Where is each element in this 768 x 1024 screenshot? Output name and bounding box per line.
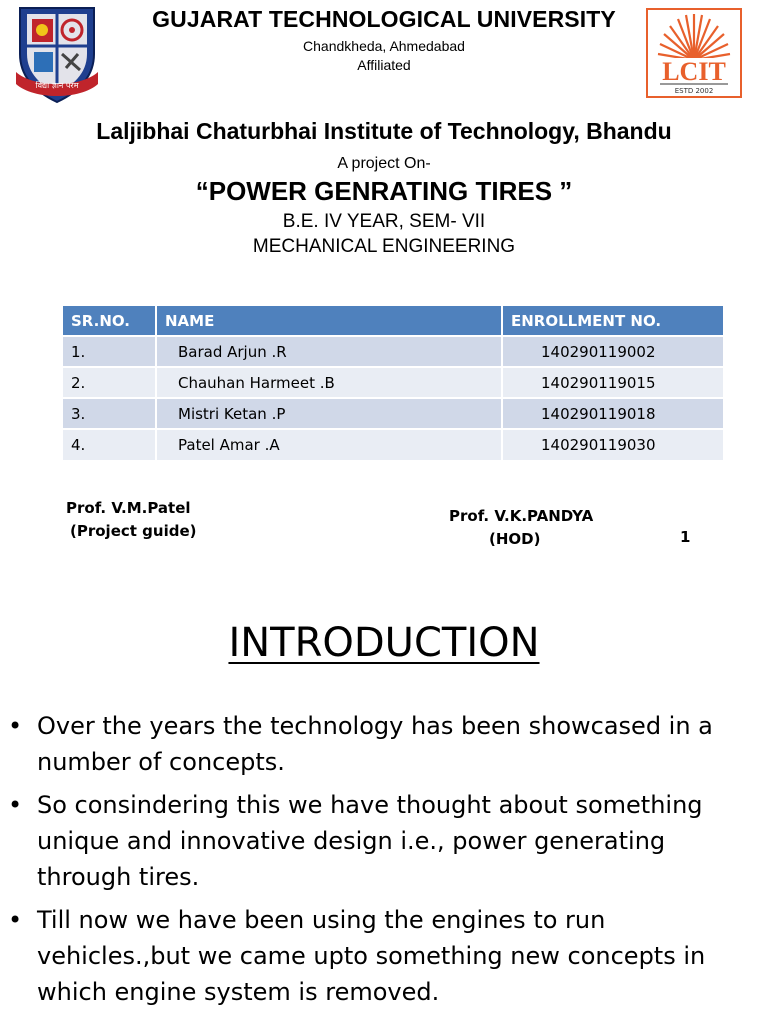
row-sr-no: 1. — [63, 336, 156, 367]
slide-title — [0, 620, 768, 666]
row-name: Barad Arjun .R — [156, 336, 502, 367]
guide-role: (Project guide) — [70, 522, 197, 540]
introduction-slide — [0, 600, 768, 1024]
project-guide-signature — [66, 497, 196, 543]
bullet-icon: • — [8, 791, 23, 819]
gtu-banner-text: विद्या ज्ञान परम — [35, 81, 79, 90]
row-sr-no: 4. — [63, 429, 156, 460]
project-title: “POWER GENRATING TIRES ” — [195, 176, 573, 206]
row-enrollment: 140290119015 — [502, 367, 723, 398]
hod-role: (HOD) — [489, 530, 541, 548]
table-header-row — [63, 306, 723, 336]
list-item — [8, 902, 760, 1010]
table-row — [63, 336, 723, 367]
year-semester: B.E. IV YEAR, SEM- VII — [282, 211, 486, 232]
institute-name: Laljibhai Chaturbhai Institute of Technology, Bhandu — [96, 118, 672, 144]
department: MECHANICAL ENGINEERING — [252, 236, 516, 257]
slide-title-text: INTRODUCTION — [228, 620, 540, 666]
header-name: NAME — [156, 306, 502, 336]
bullet-icon: • — [8, 712, 23, 740]
table-row — [63, 429, 723, 460]
row-sr-no: 3. — [63, 398, 156, 429]
header-enrollment: ENROLLMENT NO. — [502, 306, 723, 336]
students-table — [63, 306, 723, 460]
lcit-name: LCIT — [662, 57, 726, 86]
university-name: GUJARAT TECHNOLOGICAL UNIVERSITY — [152, 6, 616, 32]
page-number: 1 — [680, 528, 691, 546]
table-row — [63, 398, 723, 429]
list-item-text: Till now we have been using the engines to run vehicles.,but we came upto something new concepts in which engine system is removed. — [37, 906, 706, 1006]
hod-name: Prof. V.K.PANDYA — [449, 507, 594, 525]
row-name: Chauhan Harmeet .B — [156, 367, 502, 398]
row-enrollment: 140290119030 — [502, 429, 723, 460]
affiliation-label: Affiliated — [357, 57, 411, 73]
header-sr-no: SR.NO. — [63, 306, 156, 336]
row-name: Mistri Ketan .P — [156, 398, 502, 429]
guide-name: Prof. V.M.Patel — [66, 499, 191, 517]
list-item — [8, 708, 760, 780]
list-item-text: Over the years the technology has been showcased in a number of concepts. — [37, 712, 713, 776]
row-name: Patel Amar .A — [156, 429, 502, 460]
row-enrollment: 140290119002 — [502, 336, 723, 367]
lcit-estd: ESTD 2002 — [674, 87, 714, 95]
bullet-icon: • — [8, 906, 23, 934]
bullet-list — [8, 708, 760, 1017]
row-sr-no: 2. — [63, 367, 156, 398]
list-item-text: So consindering this we have thought about something unique and innovative design i.e., power generating through tires. — [37, 791, 703, 891]
table-row — [63, 367, 723, 398]
list-item — [8, 787, 760, 895]
hod-signature — [449, 505, 593, 551]
project-intro: A project On- — [337, 155, 431, 172]
university-location: Chandkheda, Ahmedabad — [303, 38, 465, 54]
row-enrollment: 140290119018 — [502, 398, 723, 429]
